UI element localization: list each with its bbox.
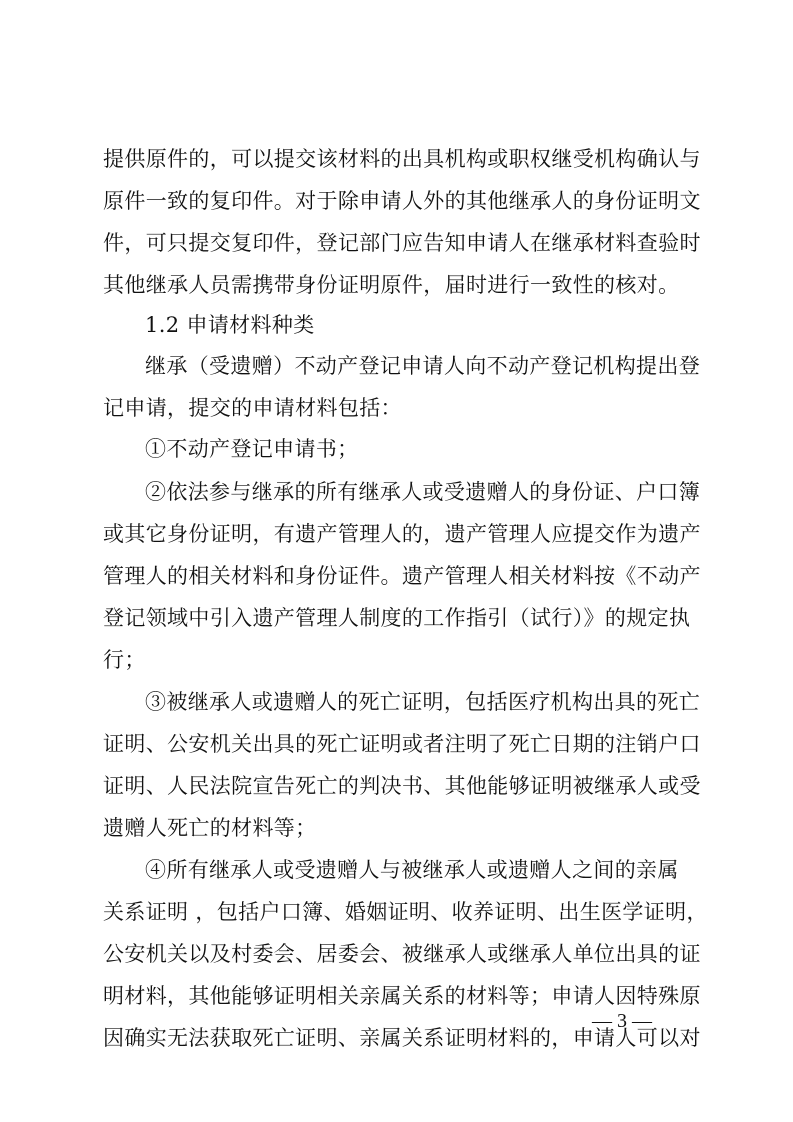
paragraph-line: 或其它身份证明，有遗产管理人的，遗产管理人应提交作为遗产 bbox=[103, 522, 701, 546]
list-item: ②依法参与继承的所有继承人或受遗赠人的身份证、户口簿 bbox=[145, 480, 701, 504]
paragraph-line: 证明、人民法院宣告死亡的判决书、其他能够证明被继承人或受 bbox=[103, 774, 701, 798]
list-item: ①不动产登记申请书； bbox=[145, 437, 359, 461]
list-item: ④所有继承人或受遗赠人与被继承人或遗赠人之间的亲属 bbox=[145, 858, 679, 882]
paragraph-line: 记申请，提交的申请材料包括： bbox=[103, 396, 402, 420]
page-number: — 3 — bbox=[592, 1010, 652, 1032]
paragraph-line: 件，可只提交复印件，登记部门应告知申请人在继承材料查验时 bbox=[103, 231, 701, 255]
paragraph-line: 原件一致的复印件。对于除申请人外的其他继承人的身份证明文 bbox=[103, 189, 701, 213]
paragraph-line: 登记领域中引入遗产管理人制度的工作指引（试行）》的规定执 bbox=[103, 606, 691, 630]
paragraph-line: 提供原件的，可以提交该材料的出具机构或职权继受机构确认与 bbox=[103, 147, 701, 171]
paragraph-line: 明材料，其他能够证明相关亲属关系的材料等；申请人因特殊原 bbox=[103, 984, 701, 1008]
paragraph-line: 遗赠人死亡的材料等； bbox=[103, 816, 317, 840]
list-item: ③被继承人或遗赠人的死亡证明，包括医疗机构出具的死亡 bbox=[145, 690, 701, 714]
paragraph-line: 证明、公安机关出具的死亡证明或者注明了死亡日期的注销户口 bbox=[103, 732, 701, 756]
section-heading: 1.2 申请材料种类 bbox=[145, 313, 315, 337]
paragraph-line: 管理人的相关材料和身份证件。遗产管理人相关材料按《不动产 bbox=[103, 564, 701, 588]
paragraph-line: 行； bbox=[103, 648, 146, 672]
paragraph-line: 继承（受遗赠）不动产登记申请人向不动产登记机构提出登 bbox=[145, 354, 701, 378]
paragraph-line: 关系证明 ，包括户口簿、婚姻证明、收养证明、出生医学证明， bbox=[103, 900, 708, 924]
paragraph-line: 因确实无法获取死亡证明、亲属关系证明材料的，申请人可以对 bbox=[103, 1026, 701, 1050]
paragraph-line: 其他继承人员需携带身份证明原件，届时进行一致性的核对。 bbox=[103, 273, 680, 297]
paragraph-line: 公安机关以及村委会、居委会、被继承人或继承人单位出具的证 bbox=[103, 942, 701, 966]
